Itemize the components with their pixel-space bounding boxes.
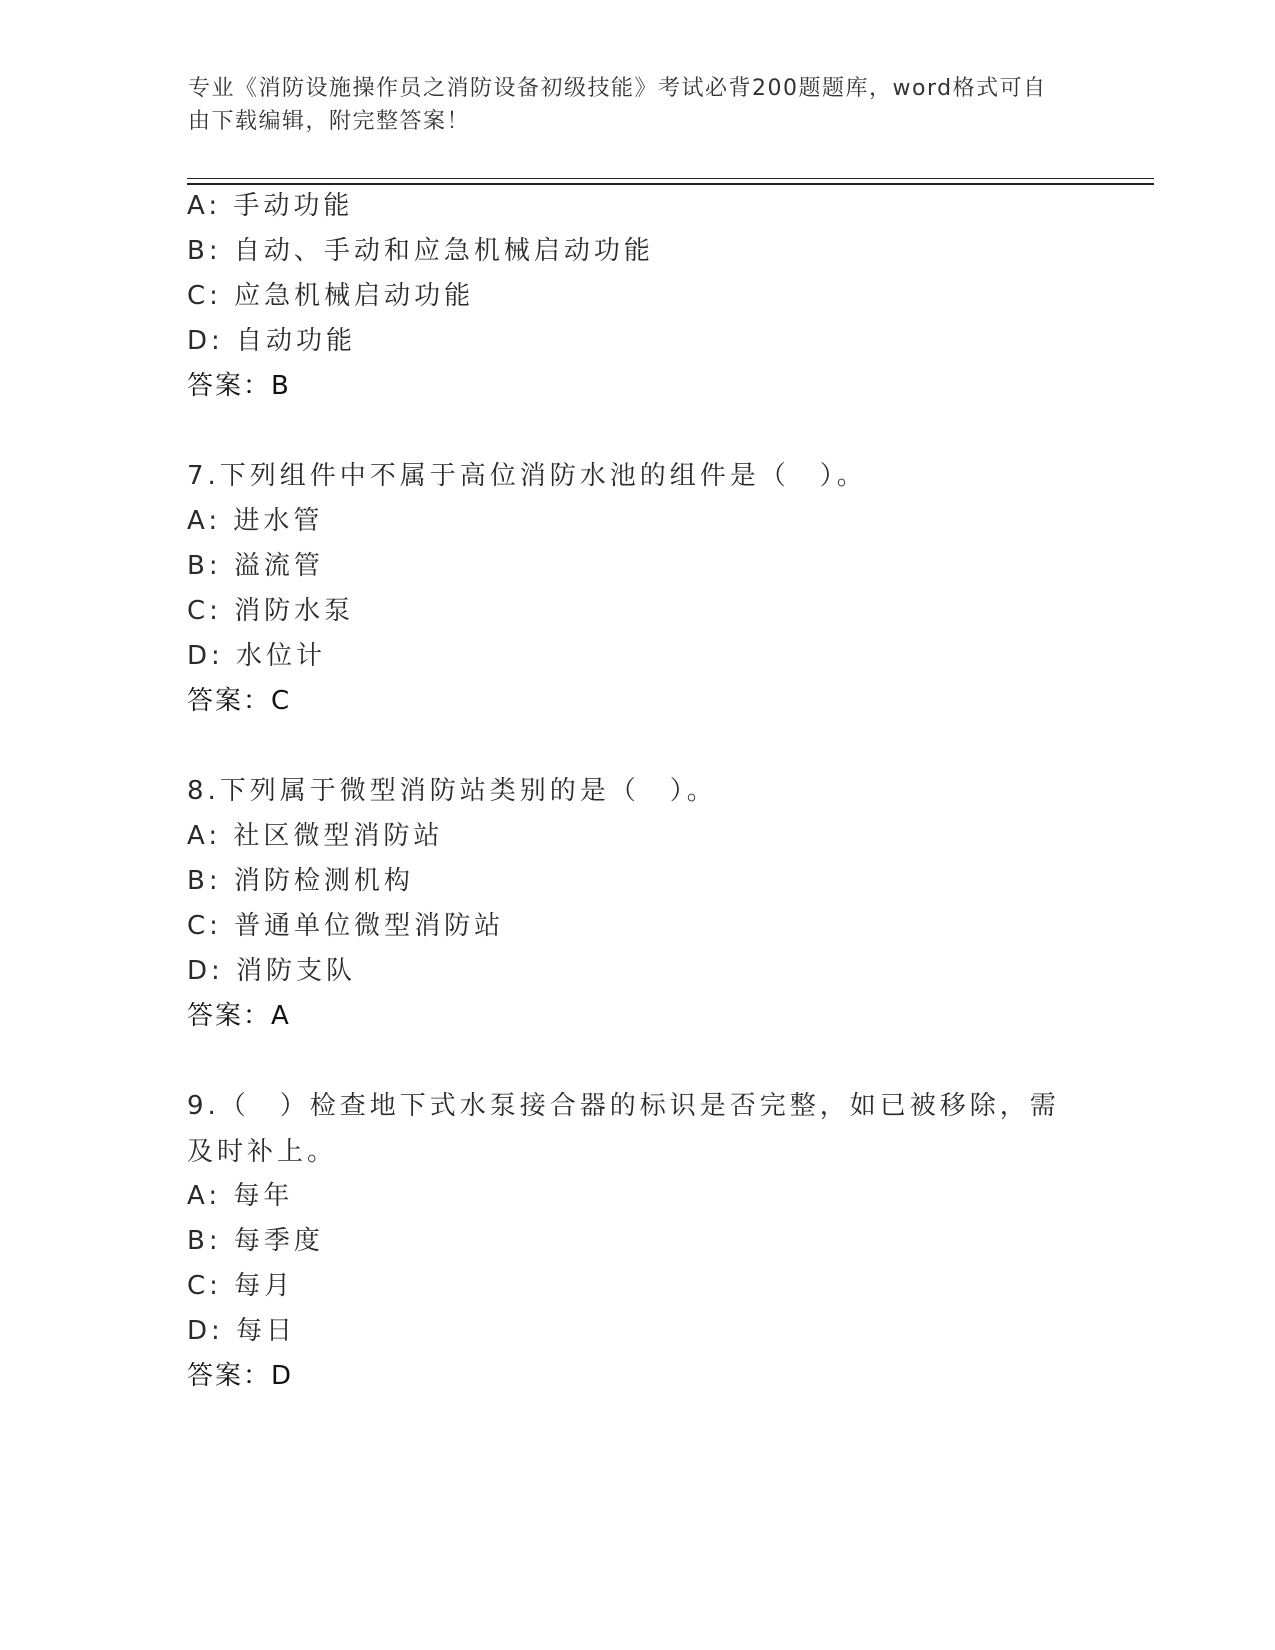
- q8-answer: 答案：A: [187, 1001, 291, 1031]
- q8-option-a: A: 社区微型消防站: [187, 821, 444, 851]
- q6-option-a: A: 手动功能: [187, 191, 354, 221]
- q6-option-d: D: 自动功能: [187, 326, 357, 356]
- q9-option-a: A: 每年: [187, 1181, 294, 1211]
- header-rule-thin: [187, 178, 1154, 179]
- q6-option-c: C: 应急机械启动功能: [187, 281, 475, 311]
- q9-answer: 答案：D: [187, 1361, 294, 1391]
- q8-question: 8.下列属于微型消防站类别的是（ ）。: [187, 776, 717, 806]
- header-rule-thick: [187, 183, 1154, 185]
- q9-option-b: B: 每季度: [187, 1226, 324, 1256]
- q9-option-d: D: 每日: [187, 1316, 297, 1346]
- q7-option-b: B: 溢流管: [187, 551, 324, 581]
- q8-option-d: D: 消防支队: [187, 956, 357, 986]
- q7-option-c: C: 消防水泵: [187, 596, 355, 626]
- q6-answer: 答案：B: [187, 371, 291, 401]
- q9-option-c: C: 每月: [187, 1271, 295, 1301]
- q7-option-a: A: 进水管: [187, 506, 324, 536]
- document-header: 专业《消防设施操作员之消防设备初级技能》考试必背200题题库，word格式可自由下载编辑，附完整答案！: [188, 76, 1047, 134]
- q7-question: 7.下列组件中不属于高位消防水池的组件是（ ）。: [187, 461, 867, 491]
- q8-option-c: C: 普通单位微型消防站: [187, 911, 505, 941]
- q7-answer: 答案：C: [187, 686, 292, 716]
- q6-option-b: B: 自动、手动和应急机械启动功能: [187, 236, 654, 266]
- q8-option-b: B: 消防检测机构: [187, 866, 414, 896]
- q7-option-d: D: 水位计: [187, 641, 327, 671]
- q9-question: 9.（ ）检查地下式水泵接合器的标识是否完整，如已被移除，需及时补上。: [187, 1091, 1060, 1167]
